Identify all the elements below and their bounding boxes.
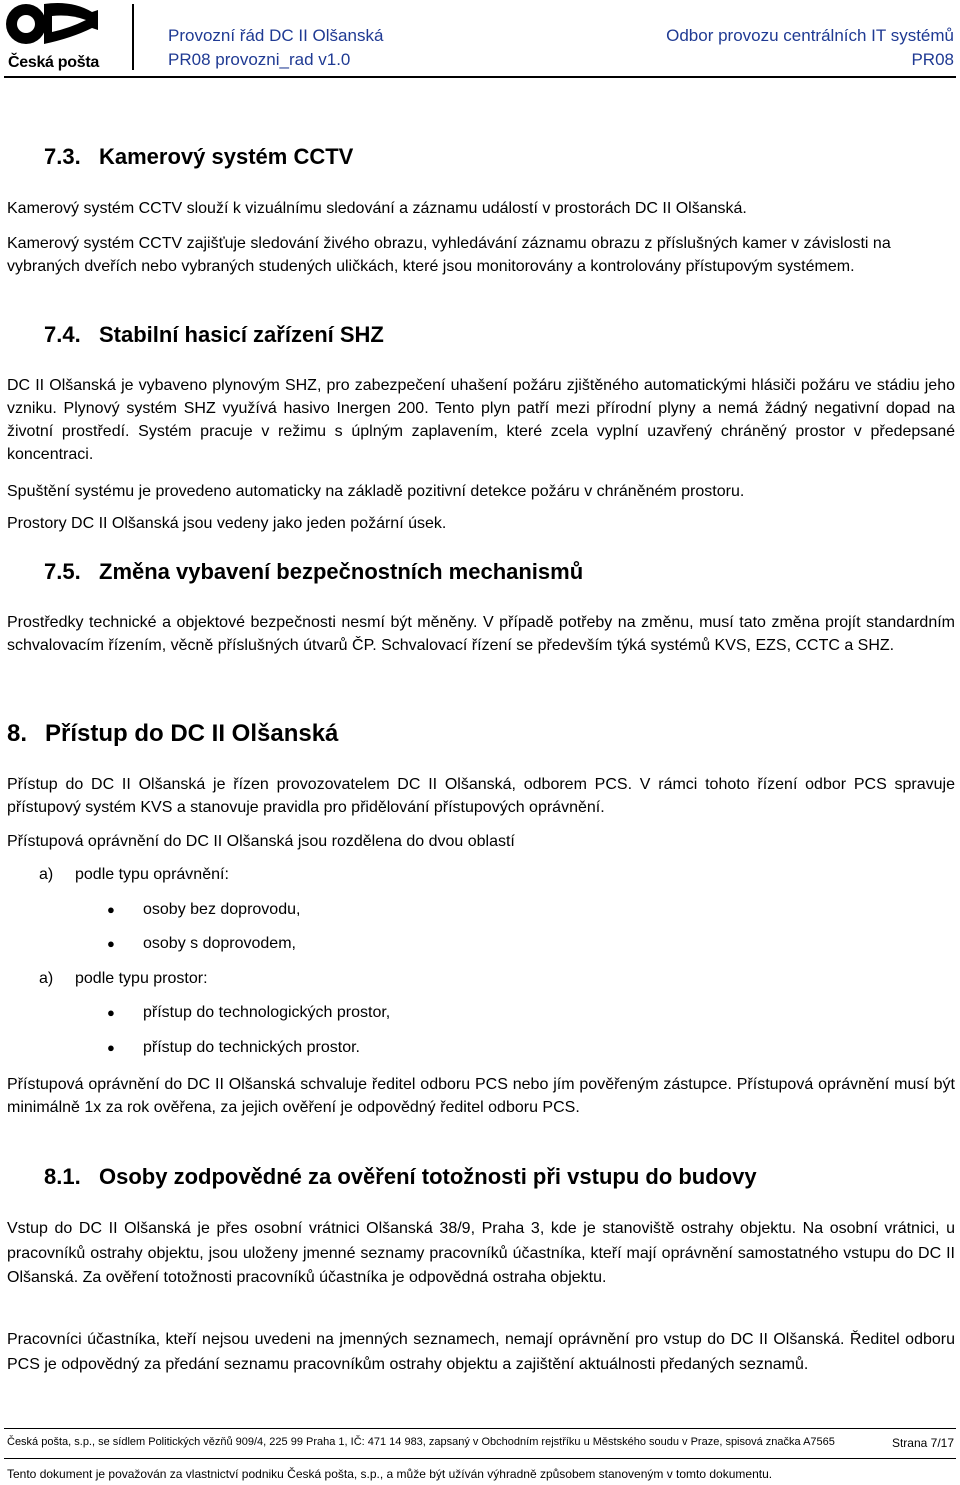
- bullet-text: přístup do technologických prostor,: [143, 1004, 391, 1021]
- bullet-text: osoby s doprovodem,: [143, 935, 296, 952]
- paragraph: Vstup do DC II Olšanská je přes osobní vrátnici Olšanská 38/9, Praha 3, kde je stanoviště ostrahy objektu. Na osobní vrátnici, u pracovníků ostrahy objektu, jsou uloženy jmenné seznamy pracovníků účastníka, kteří mají oprávnění samostatného vstupu do DC II Olšanská. Za ověření totožnosti pracovníků účastníka je odpovědná ostraha objektu.: [7, 1220, 955, 1286]
- heading-8: [7, 720, 338, 748]
- bullet-icon: ●: [107, 936, 115, 951]
- page-number: Strana 7/17: [891, 1436, 954, 1450]
- bullet-item: [107, 1004, 390, 1022]
- document-version: PR08 provozni_rad v1.0: [168, 50, 351, 69]
- heading-7-3: [44, 144, 353, 170]
- heading-number: 7.3.: [44, 144, 81, 169]
- department-name: Odbor provozu centrálních IT systémů: [666, 26, 954, 45]
- list-item: [39, 970, 208, 988]
- heading-text: Přístup do DC II Olšanská: [45, 720, 339, 747]
- page-header: [0, 0, 960, 76]
- heading-text: Změna vybavení bezpečnostních mechanismů: [99, 559, 584, 584]
- post-horn-icon: [6, 2, 100, 52]
- list-marker: a): [39, 866, 54, 883]
- heading-7-5: [44, 559, 583, 585]
- footer-ownership-note: Tento dokument je považován za vlastnictví podniku Česká pošta, s.p., a může být užíván výhradně způsobem stanoveným v tomto dokumentu.: [7, 1467, 773, 1481]
- list-marker: a): [39, 970, 54, 987]
- paragraph: Pracovníci účastníka, kteří nejsou uvedeni na jmenných seznamech, nemají oprávnění pro vstup do DC II Olšanská. Ředitel odboru PCS je odpovědný za předání seznamu pracovníkům ostrahy objektu a zajištění aktuálnosti předaných seznamů.: [7, 1331, 955, 1373]
- logo-wordmark: Česká pošta: [8, 54, 99, 71]
- paragraph: Přístupová oprávnění do DC II Olšanská jsou rozdělena do dvou oblastí: [7, 833, 515, 850]
- heading-text: Osoby zodpovědné za ověření totožnosti při vstupu do budovy: [99, 1164, 757, 1189]
- footer-address: Česká pošta, s.p., se sídlem Politických vězňů 909/4, 225 99 Praha 1, IČ: 471 14 983, zapsaný v Obchodním rejstříku u Městského soudu v Praze, spisová značka A7565: [7, 1436, 835, 1448]
- bullet-icon: ●: [107, 1040, 115, 1055]
- paragraph: Kamerový systém CCTV slouží k vizuálnímu sledování a záznamu událostí v prostorách DC II Olšanská.: [7, 200, 747, 217]
- bullet-icon: ●: [107, 902, 115, 917]
- header-separator: [132, 4, 134, 70]
- list-item-text: podle typu prostor:: [75, 970, 208, 987]
- heading-number: 8.1.: [44, 1164, 81, 1189]
- document-code: PR08: [911, 50, 954, 69]
- paragraph: Prostory DC II Olšanská jsou vedeny jako jeden požární úsek.: [7, 515, 447, 532]
- heading-7-4: [44, 322, 384, 348]
- heading-number: 7.5.: [44, 559, 81, 584]
- bullet-icon: ●: [107, 1005, 115, 1020]
- paragraph: Spuštění systému je provedeno automaticky na základě pozitivní detekce požáru v chráněném prostoru.: [7, 483, 745, 500]
- heading-text: Kamerový systém CCTV: [99, 144, 354, 169]
- paragraph: Přístupová oprávnění do DC II Olšanská schvaluje ředitel odboru PCS nebo jím pověřeným zástupce. Přístupová oprávnění musí být minimálně 1x za rok ověřena, za jejich ověření je odpovědný ředitel odboru PCS.: [7, 1076, 955, 1116]
- paragraph: DC II Olšanská je vybaveno plynovým SHZ, pro zabezpečení uhašení požáru zjištěného automatickými hlásiči požáru ve stádiu jeho vzniku. Plynový systém SHZ využívá hasivo Inergen 200. Tento plyn patří mezi přírodní plyny a nemá žádný negativní dopad na životní prostředí. Systém pracuje v režimu s úplným zaplavením, které zcela vyplní uzavřený chráněný prostor v předepsané koncentraci.: [7, 377, 955, 463]
- paragraph: Kamerový systém CCTV zajišťuje sledování živého obrazu, vyhledávání záznamu obrazu z příslušných kamer v závislosti na vybraných dveřích nebo vybraných studených uličkách, které jsou monitorovány a kontrolovány přístupovým systémem.: [7, 235, 891, 275]
- heading-number: 8.: [7, 720, 28, 747]
- bullet-text: osoby bez doprovodu,: [143, 901, 301, 918]
- bullet-item: [107, 935, 296, 953]
- paragraph: Přístup do DC II Olšanská je řízen provozovatelem DC II Olšanská, odborem PCS. V rámci tohoto řízení odbor PCS spravuje přístupový systém KVS a stanovuje pravidla pro přidělování přístupových oprávnění.: [7, 776, 955, 816]
- bullet-item: [107, 901, 300, 919]
- heading-8-1: [44, 1164, 757, 1190]
- header-rule: [4, 76, 956, 78]
- heading-text: Stabilní hasicí zařízení SHZ: [99, 322, 384, 347]
- heading-number: 7.4.: [44, 322, 81, 347]
- ceska-posta-logo: [6, 2, 106, 72]
- bullet-item: [107, 1039, 360, 1057]
- bullet-text: přístup do technických prostor.: [143, 1039, 360, 1056]
- list-item-text: podle typu oprávnění:: [75, 866, 229, 883]
- footer-rule: [4, 1428, 956, 1429]
- document-title: Provozní řád DC II Olšanská: [168, 26, 384, 45]
- footer-rule-2: [4, 1458, 956, 1459]
- paragraph: Prostředky technické a objektové bezpečnosti nesmí být měněny. V případě potřeby na změnu, musí tato změna projít standardním schvalovacím řízením, věcně příslušných útvarů ČP. Schvalovací řízení se především týká systémů KVS, EZS, CCTC a SHZ.: [7, 614, 955, 654]
- list-item: [39, 866, 229, 884]
